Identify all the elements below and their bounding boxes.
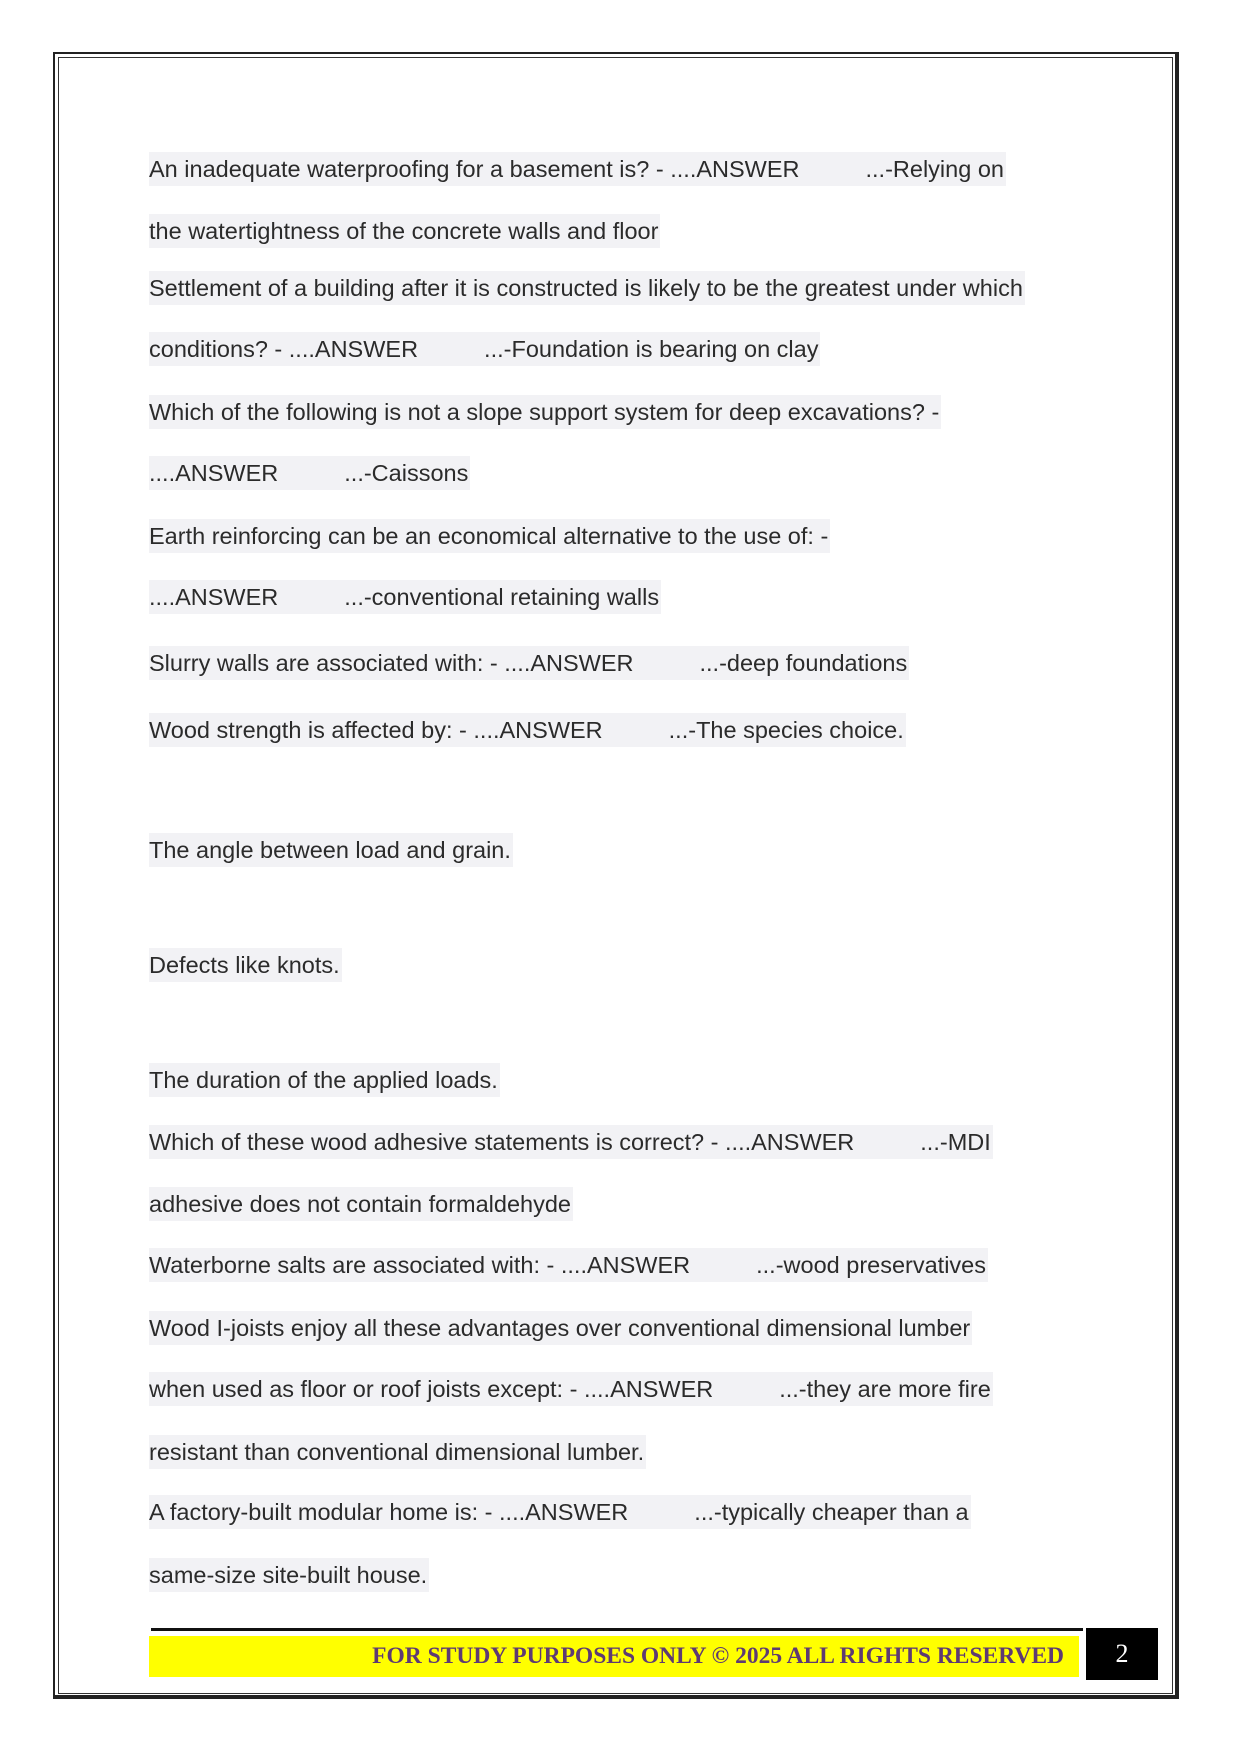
page-number: 2 (1086, 1628, 1158, 1680)
text-line: ....ANSWER ...-Caissons (149, 456, 470, 490)
text-line: Slurry walls are associated with: - ....ANSWER ...-deep foundations (149, 646, 909, 680)
text-line: the watertightness of the concrete walls and floor (149, 214, 660, 248)
text-line: The duration of the applied loads. (149, 1063, 500, 1097)
text-line: same-size site-built house. (149, 1558, 429, 1592)
footer-divider (151, 1628, 1083, 1631)
text-line: Waterborne salts are associated with: - ....ANSWER ...-wood preservatives (149, 1248, 988, 1282)
text-line: An inadequate waterproofing for a basement is? - ....ANSWER ...-Relying on (149, 152, 1006, 186)
text-line: when used as floor or roof joists except: - ....ANSWER ...-they are more fire (149, 1372, 993, 1406)
text-line: Wood I-joists enjoy all these advantages over conventional dimensional lumber (149, 1311, 972, 1345)
text-line: The angle between load and grain. (149, 833, 513, 867)
text-line: Which of the following is not a slope support system for deep excavations? - (149, 395, 941, 429)
text-line: Wood strength is affected by: - ....ANSWER ...-The species choice. (149, 713, 906, 747)
text-line: Defects like knots. (149, 948, 342, 982)
footer-notice: FOR STUDY PURPOSES ONLY © 2025 ALL RIGHTS RESERVED (149, 1636, 1079, 1677)
text-line: adhesive does not contain formaldehyde (149, 1187, 573, 1221)
text-line: Which of these wood adhesive statements is correct? - ....ANSWER ...-MDI (149, 1125, 993, 1159)
text-line: conditions? - ....ANSWER ...-Foundation is bearing on clay (149, 332, 820, 366)
text-line: A factory-built modular home is: - ....ANSWER ...-typically cheaper than a (149, 1495, 971, 1529)
text-line: Earth reinforcing can be an economical alternative to the use of: - (149, 519, 830, 553)
text-line: Settlement of a building after it is constructed is likely to be the greatest under which (149, 271, 1025, 305)
text-line: resistant than conventional dimensional lumber. (149, 1435, 646, 1469)
text-line: ....ANSWER ...-conventional retaining walls (149, 580, 661, 614)
